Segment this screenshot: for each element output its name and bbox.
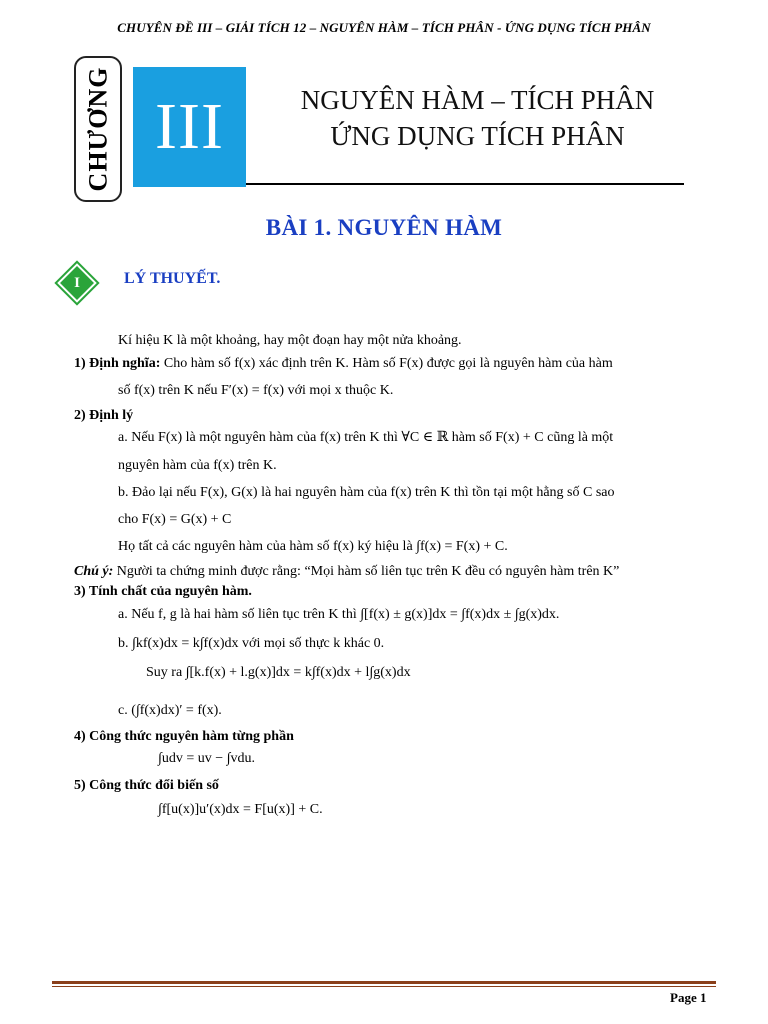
- lesson-title: BÀI 1. NGUYÊN HÀM: [265, 215, 503, 240]
- chapter-title-line2: ỨNG DỤNG TÍCH PHÂN: [330, 121, 625, 151]
- page-number: Page 1: [670, 990, 707, 1005]
- section-heading: LÝ THUYẾT.: [124, 270, 221, 287]
- theorem-b: b. Đảo lại nếu F(x), G(x) là hai nguyên hàm của f(x) trên K thì tồn tại một hằng số C sao: [118, 485, 615, 500]
- chapter-label: [74, 56, 122, 202]
- theorem-heading: 2) Định lý: [74, 408, 134, 423]
- running-header: CHUYÊN ĐỀ III – GIẢI TÍCH 12 – NGUYÊN HÀM – TÍCH PHÂN - ỨNG DỤNG TÍCH PHÂN: [117, 20, 651, 35]
- note-line: [74, 563, 619, 581]
- theorem-b-2: cho F(x) = G(x) + C: [118, 512, 232, 527]
- definition-heading: 1) Định nghĩa:: [74, 356, 161, 371]
- note-text: Người ta chứng minh được rằng: “Mọi hàm số liên tục trên K đều có nguyên hàm trên K”: [116, 564, 620, 579]
- chapter-title-line1: NGUYÊN HÀM – TÍCH PHÂN: [300, 85, 655, 115]
- property-c: c. (∫f(x)dx)′ = f(x).: [118, 703, 222, 718]
- substitution-heading: 5) Công thức đổi biến số: [74, 778, 219, 793]
- theorem-a: a. Nếu F(x) là một nguyên hàm của f(x) trên K thì ∀C ∈ ℝ hàm số F(x) + C cũng là một: [118, 430, 614, 445]
- property-a: a. Nếu f, g là hai hàm số liên tục trên K thì ∫[f(x) ± g(x)]dx = ∫f(x)dx ± ∫g(x)dx.: [118, 607, 560, 622]
- chapter-title-underline: [246, 183, 684, 185]
- chapter-number: III: [155, 90, 224, 163]
- chapter-word: CHƯƠNG: [83, 66, 113, 192]
- integration-by-parts-formula: ∫udv = uv − ∫vdu.: [158, 751, 255, 766]
- substitution-formula: ∫f[u(x)]u′(x)dx = F[u(x)] + C.: [158, 802, 323, 817]
- definition-text: Cho hàm số f(x) xác định trên K. Hàm số F(x) được gọi là nguyên hàm của hàm: [163, 356, 613, 371]
- property-b-corollary: Suy ra ∫[k.f(x) + l.g(x)]dx = k∫f(x)dx + l∫g(x)dx: [146, 665, 411, 680]
- integration-by-parts-heading: 4) Công thức nguyên hàm từng phần: [74, 729, 294, 744]
- section-badge-label: I: [74, 274, 80, 291]
- footer-rule: [52, 981, 716, 984]
- antiderivative-family: Họ tất cả các nguyên hàm của hàm số f(x) ký hiệu là ∫f(x) = F(x) + C.: [118, 539, 508, 554]
- note-heading: Chú ý:: [74, 564, 114, 579]
- footer-rule-thin: [52, 986, 716, 987]
- definition-text-2: số f(x) trên K nếu F′(x) = f(x) với mọi x thuộc K.: [118, 383, 394, 398]
- properties-heading: 3) Tính chất của nguyên hàm.: [74, 584, 252, 599]
- definition-line: [74, 355, 613, 373]
- intro-text: Kí hiệu K là một khoảng, hay một đoạn hay một nửa khoảng.: [118, 333, 462, 348]
- theorem-a-2: nguyên hàm của f(x) trên K.: [118, 458, 277, 473]
- property-b: b. ∫kf(x)dx = k∫f(x)dx với mọi số thực k khác 0.: [118, 636, 385, 651]
